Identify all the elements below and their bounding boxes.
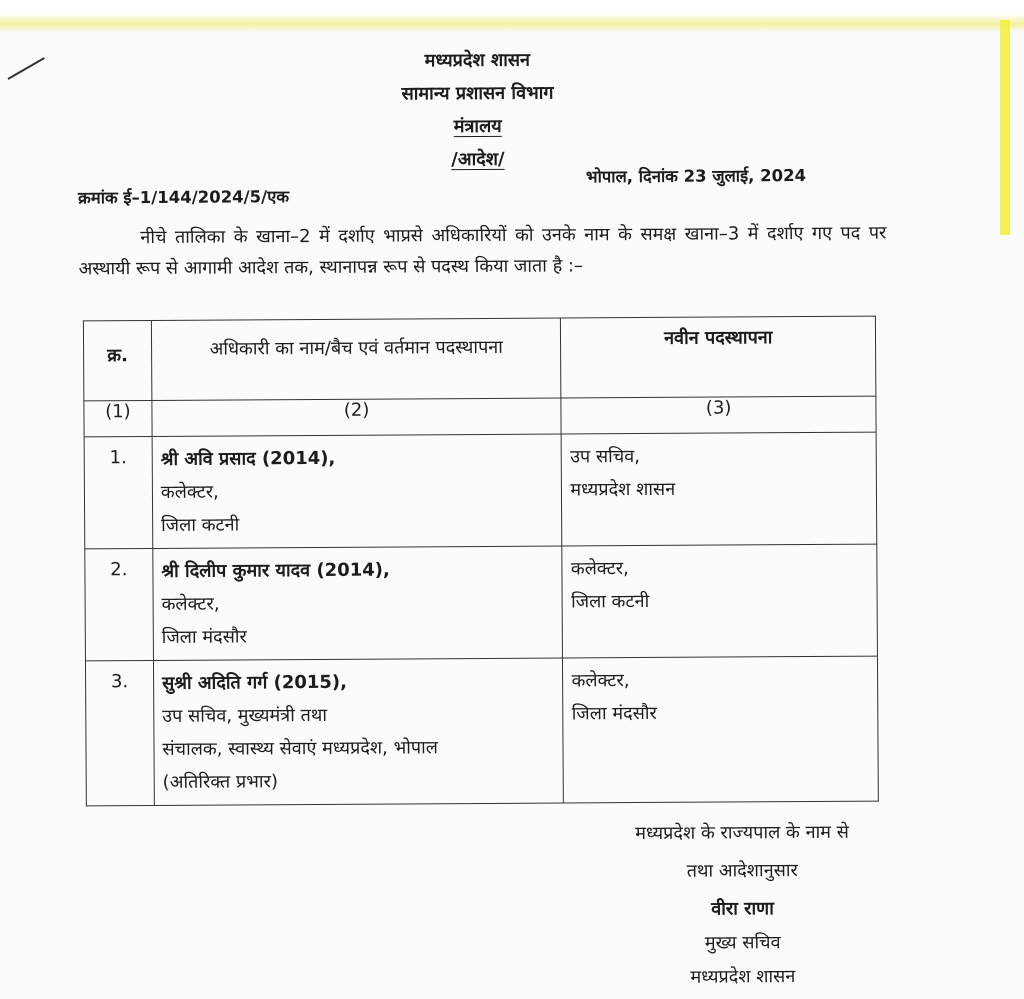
new-post-line: कलेक्टर, <box>570 558 629 580</box>
col-number-3: (3) <box>561 396 876 434</box>
header-department: सामान्य प्रशासन विभाग <box>401 82 554 105</box>
current-post-line: कलेक्टर, <box>161 593 220 615</box>
header-officer: अधिकारी का नाम/बैच एवं वर्तमान पदस्थापना <box>151 318 561 400</box>
current-post-line: जिला कटनी <box>161 514 240 536</box>
table-row <box>85 544 878 661</box>
col-number-2: (2) <box>152 398 562 437</box>
header-new-posting: नवीन पदस्थापना <box>561 316 876 398</box>
current-post-line: उप सचिव, मुख्यमंत्री तथा <box>162 704 328 727</box>
header-ministry: मंत्रालय <box>453 115 502 138</box>
table-header-row <box>83 316 875 401</box>
table-row <box>85 656 878 806</box>
new-post-line: कलेक्टर, <box>571 670 630 692</box>
header-serial: क्र. <box>83 321 151 401</box>
order-paragraph: नीचे तालिका के खाना–2 में दर्शाए भाप्रसे अधिकारियों को उनके नाम के समक्ष खाना–3 में दर्शाए गए पद पर अस्थायी रूप से आगामी आदेश तक, स्थानापन्न रूप से पदस्थ किया जाता है :– <box>78 222 887 280</box>
current-post-line: कलेक्टर, <box>160 481 219 503</box>
header-ministry-wrap <box>328 113 628 139</box>
row-serial: 1. <box>84 437 153 549</box>
new-post-line: मध्यप्रदेश शासन <box>570 478 676 501</box>
new-post-cell <box>562 544 877 658</box>
order-date: भोपाल, दिनांक 23 जुलाई, 2024 <box>585 166 807 187</box>
signatory-office: मध्यप्रदेश शासन <box>690 966 796 988</box>
current-post-line: (अतिरिक्त प्रभार) <box>162 771 279 793</box>
current-post-line: जिला मंदसौर <box>161 626 247 648</box>
new-post-line: उप सचिव, <box>570 446 641 468</box>
col-number-1: (1) <box>84 401 152 437</box>
signature-line-1: मध्यप्रदेश के राज्यपाल के नाम से <box>635 821 849 845</box>
row-serial: 2. <box>85 549 154 661</box>
officer-cell <box>153 546 563 660</box>
officer-name: श्री अवि प्रसाद (2014), <box>160 447 336 470</box>
posting-table <box>83 316 879 807</box>
new-post-line: जिला मंदसौर <box>571 702 657 725</box>
officer-cell <box>152 434 562 548</box>
new-post-line: जिला कटनी <box>570 590 650 613</box>
officer-cell <box>153 658 563 805</box>
header-order-wrap <box>328 146 628 172</box>
current-post-line: संचालक, स्वास्थ्य सेवाएं मध्यप्रदेश, भोपाल <box>162 737 439 760</box>
new-post-cell <box>562 432 877 546</box>
table-number-row <box>84 396 876 437</box>
signatory-name: वीरा राणा <box>711 898 774 920</box>
header-order: /आदेश/ <box>451 148 505 171</box>
signature-line-2: तथा आदेशानुसार <box>686 860 798 882</box>
signatory-designation: मुख्य सचिव <box>704 932 781 954</box>
header-government: मध्यप्रदेश शासन <box>424 49 531 72</box>
table-row <box>84 432 877 549</box>
row-serial: 3. <box>85 660 154 805</box>
officer-name: श्री दिलीप कुमार यादव (2014), <box>161 559 390 582</box>
officer-name: सुश्री अदिति गर्ग (2015), <box>161 671 348 694</box>
new-post-cell <box>563 656 878 803</box>
reference-number: क्रमांक ई–1/144/2024/5/एक <box>78 187 290 208</box>
